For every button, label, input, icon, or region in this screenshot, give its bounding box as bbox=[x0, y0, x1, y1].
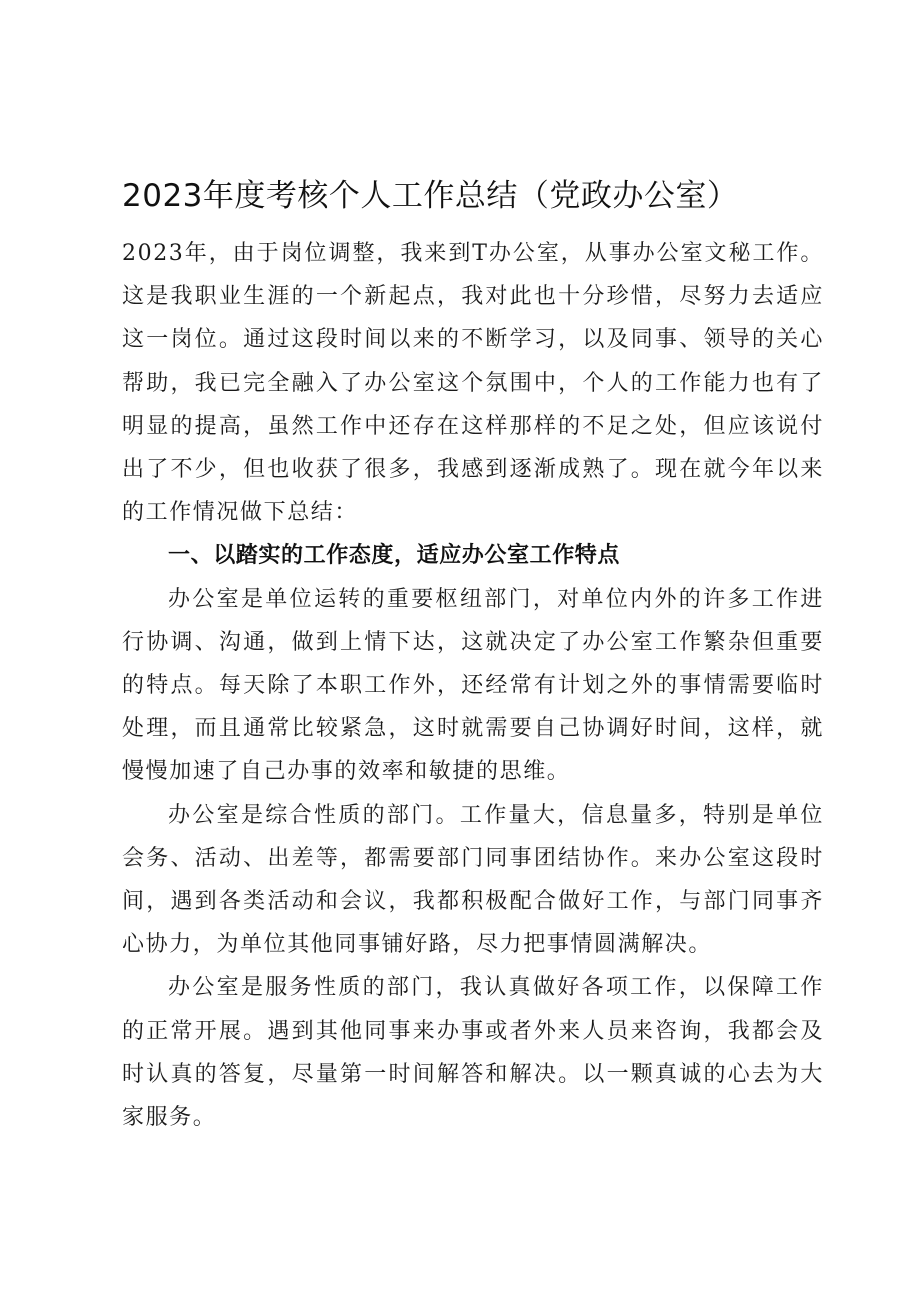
section-1-paragraph-2: 办公室是综合性质的部门。工作量大，信息量多，特别是单位会务、活动、出差等，都需要部门同事团结协作。来办公室这段时间，遇到各类活动和会议，我都积极配合做好工作，与部门同事齐心协力，为单位其他同事铺好路，尽力把事情圆满解决。 bbox=[122, 802, 824, 958]
document-title: 2023年度考核个人工作总结（党政办公室） bbox=[122, 178, 739, 214]
intro-paragraph: 2023年，由于岗位调整，我来到T办公室，从事办公室文秘工作。这是我职业生涯的一个新起点，我对此也十分珍惜，尽努力去适应这一岗位。通过这段时间以来的不断学习，以及同事、领导的关心帮助，我已完全融入了办公室这个氛围中，个人的工作能力也有了明显的提高，虽然工作中还存在这样那样的不足之处，但应该说付出了不少，但也收获了很多，我感到逐渐成熟了。现在就今年以来的工作情况做下总结： bbox=[122, 241, 824, 526]
document-body bbox=[122, 232, 824, 1139]
section-1-paragraph-3: 办公室是服务性质的部门，我认真做好各项工作，以保障工作的正常开展。遇到其他同事来办事或者外来人员来咨询，我都会及时认真的答复，尽量第一时间解答和解决。以一颗真诚的心去为大家服务。 bbox=[122, 975, 824, 1131]
section-1-paragraph-1: 办公室是单位运转的重要枢纽部门，对单位内外的许多工作进行协调、沟通，做到上情下达，这就决定了办公室工作繁杂但重要的特点。每天除了本职工作外，还经常有计划之外的事情需要临时处理，而且通常比较紧急，这时就需要自己协调好时间，这样，就慢慢加速了自己办事的效率和敏捷的思维。 bbox=[122, 586, 824, 785]
section-heading-1: 一、以踏实的工作态度，适应办公室工作特点 bbox=[168, 543, 621, 569]
